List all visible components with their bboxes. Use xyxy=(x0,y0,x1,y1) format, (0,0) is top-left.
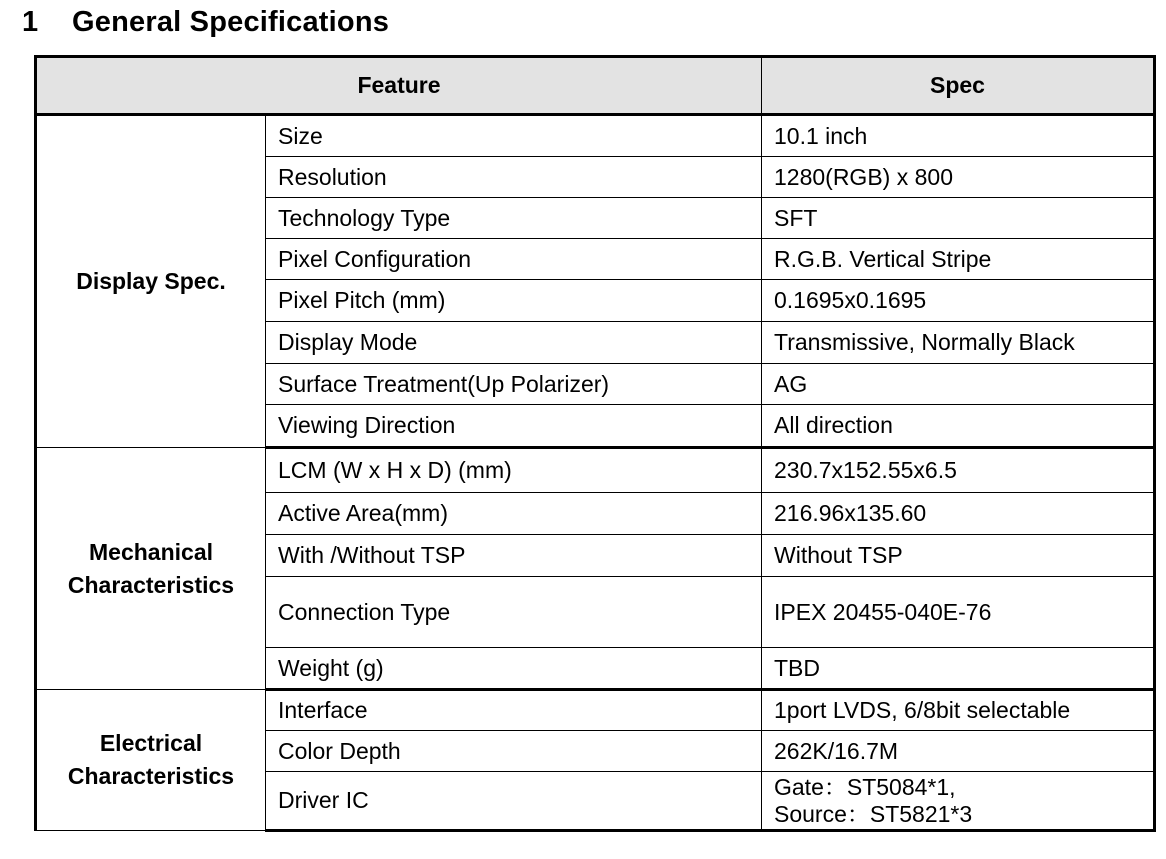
spec-value: AG xyxy=(774,370,808,397)
group-label: Mechanical Characteristics xyxy=(36,448,266,690)
spec-cell xyxy=(762,690,1155,731)
spec-cell xyxy=(762,772,1155,831)
spec-cell xyxy=(762,535,1155,577)
feature-cell: Active Area(mm) xyxy=(266,493,762,535)
spec-value: 262K/16.7M xyxy=(774,737,899,764)
feature-cell: Surface Treatment(Up Polarizer) xyxy=(266,364,762,405)
feature-cell: Resolution xyxy=(266,157,762,198)
spec-value: 216.96x135.60 xyxy=(774,500,927,527)
spec-value: R.G.B. Vertical Stripe xyxy=(774,245,992,272)
section-title: General Specifications xyxy=(72,5,390,38)
spec-value: Gate：ST5084*1, xyxy=(774,774,956,801)
spec-value: Transmissive, Normally Black xyxy=(774,329,1075,356)
feature-column-header: Feature xyxy=(36,57,762,115)
section-number: 1 xyxy=(22,5,39,38)
group-label: Electrical Characteristics xyxy=(36,690,266,831)
spec-cell xyxy=(762,280,1155,322)
section-heading xyxy=(22,2,389,42)
spec-cell xyxy=(762,322,1155,364)
feature-cell: LCM (W x H x D) (mm) xyxy=(266,448,762,493)
spec-table xyxy=(34,55,1156,832)
spec-cell xyxy=(762,157,1155,198)
spec-value: TBD xyxy=(774,654,820,681)
spec-cell xyxy=(762,448,1155,493)
spec-cell xyxy=(762,239,1155,280)
spec-cell xyxy=(762,493,1155,535)
spec-column-header: Spec xyxy=(762,57,1155,115)
spec-value: 230.7x152.55x6.5 xyxy=(774,457,957,484)
spec-value: 1port LVDS, 6/8bit selectable xyxy=(774,697,1071,724)
feature-cell: Viewing Direction xyxy=(266,405,762,448)
feature-cell: Driver IC xyxy=(266,772,762,831)
spec-cell xyxy=(762,648,1155,690)
feature-cell: Technology Type xyxy=(266,198,762,239)
spec-value: IPEX 20455-040E-76 xyxy=(774,598,992,625)
spec-value: All direction xyxy=(774,412,893,439)
spec-value: 10.1 inch xyxy=(774,122,868,149)
table-row xyxy=(36,448,1155,493)
feature-cell: Connection Type xyxy=(266,577,762,648)
spec-cell xyxy=(762,364,1155,405)
spec-cell xyxy=(762,198,1155,239)
spec-value: Source：ST5821*3 xyxy=(774,800,973,827)
feature-cell: Weight (g) xyxy=(266,648,762,690)
spec-cell xyxy=(762,731,1155,772)
table-row xyxy=(36,690,1155,731)
group-label: Display Spec. xyxy=(36,115,266,448)
feature-cell: Pixel Configuration xyxy=(266,239,762,280)
feature-cell: With /Without TSP xyxy=(266,535,762,577)
feature-cell: Interface xyxy=(266,690,762,731)
feature-cell: Size xyxy=(266,115,762,157)
spec-value: 1280(RGB) x 800 xyxy=(774,163,953,190)
feature-cell: Display Mode xyxy=(266,322,762,364)
spec-cell xyxy=(762,405,1155,448)
spec-value: 0.1695x0.1695 xyxy=(774,287,927,314)
spec-table-body xyxy=(36,115,1155,831)
table-header-row xyxy=(36,57,1155,115)
feature-cell: Pixel Pitch (mm) xyxy=(266,280,762,322)
table-row xyxy=(36,115,1155,157)
feature-cell: Color Depth xyxy=(266,731,762,772)
spec-value: Without TSP xyxy=(774,542,903,569)
spec-cell xyxy=(762,115,1155,157)
spec-cell xyxy=(762,577,1155,648)
spec-value: SFT xyxy=(774,204,818,231)
